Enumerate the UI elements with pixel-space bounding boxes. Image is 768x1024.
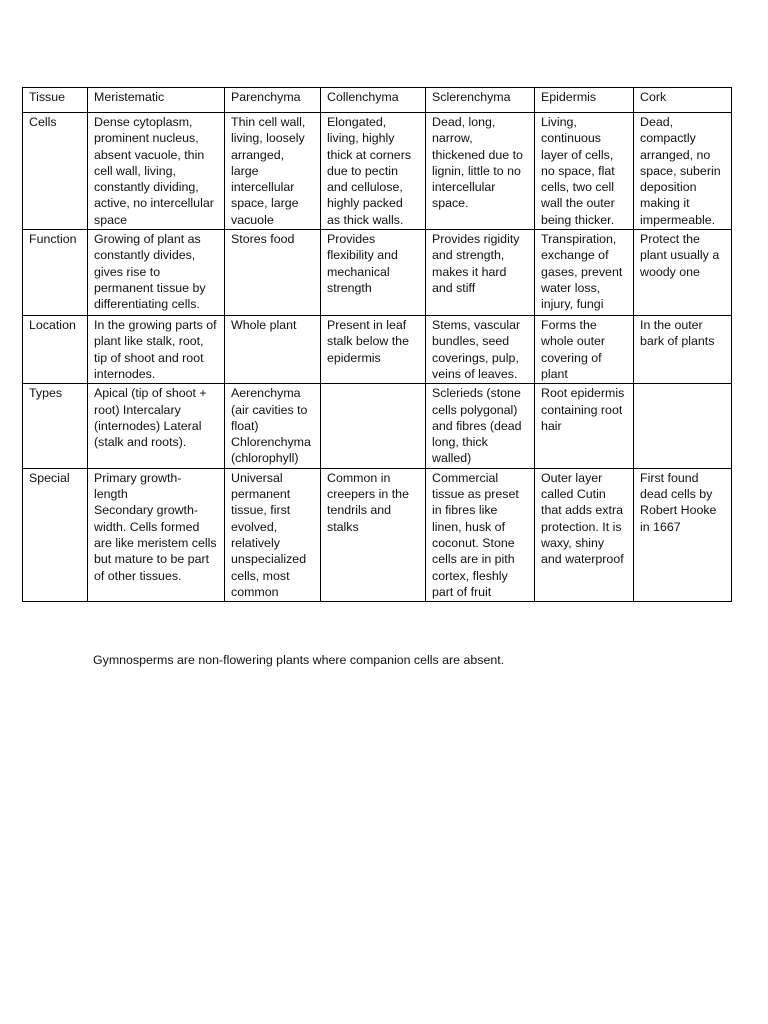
header-sclerenchyma: Sclerenchyma <box>426 88 535 113</box>
table-cell: Elongated, living, highly thick at corners due to pectin and cellulose, highly packed as thick walls. <box>321 113 426 230</box>
table-cell: Living, continuous layer of cells, no space, flat cells, two cell wall the outer being thicker. <box>535 113 634 230</box>
table-cell: Aerenchyma (air cavities to float) Chlorenchyma (chlorophyll) <box>225 384 321 468</box>
table-cell: Root epidermis containing root hair <box>535 384 634 468</box>
row-label-location: Location <box>23 316 88 384</box>
table-cell: Dead, long, narrow, thickened due to lignin, little to no intercellular space. <box>426 113 535 230</box>
table-cell: Protect the plant usually a woody one <box>634 230 732 316</box>
table-row <box>23 384 732 468</box>
row-label-types: Types <box>23 384 88 468</box>
table-cell: Apical (tip of shoot + root) Intercalary (internodes) Lateral (stalk and roots). <box>88 384 225 468</box>
footnote-text: Gymnosperms are non-flowering plants where companion cells are absent. <box>93 653 505 667</box>
row-label-special: Special <box>23 468 88 601</box>
table-cell: Commercial tissue as preset in fibres like linen, husk of coconut. Stone cells are in pith cortex, fleshly part of fruit <box>426 468 535 601</box>
table-row <box>23 316 732 384</box>
header-epidermis: Epidermis <box>535 88 634 113</box>
header-collenchyma: Collenchyma <box>321 88 426 113</box>
table-cell: Whole plant <box>225 316 321 384</box>
row-label-function: Function <box>23 230 88 316</box>
table-cell: Provides flexibility and mechanical strength <box>321 230 426 316</box>
table-cell: Growing of plant as constantly divides, gives rise to permanent tissue by differentiating cells. <box>88 230 225 316</box>
header-parenchyma: Parenchyma <box>225 88 321 113</box>
table-cell: Universal permanent tissue, first evolved, relatively unspecialized cells, most common <box>225 468 321 601</box>
table-header-row <box>23 88 732 113</box>
table-cell: Primary growth- length Secondary growth- width. Cells formed are like meristem cells but mature to be part of other tissues. <box>88 468 225 601</box>
table-cell: First found dead cells by Robert Hooke in 1667 <box>634 468 732 601</box>
table-cell: Thin cell wall, living, loosely arranged, large intercellular space, large vacuole <box>225 113 321 230</box>
table-cell: In the outer bark of plants <box>634 316 732 384</box>
table-cell: Transpiration, exchange of gases, prevent water loss, injury, fungi <box>535 230 634 316</box>
table-cell: Stems, vascular bundles, seed coverings, pulp, veins of leaves. <box>426 316 535 384</box>
table-row <box>23 113 732 230</box>
header-tissue: Tissue <box>23 88 88 113</box>
table-cell: Outer layer called Cutin that adds extra protection. It is waxy, shiny and waterproof <box>535 468 634 601</box>
table-cell: Dense cytoplasm, prominent nucleus, absent vacuole, thin cell wall, living, constantly dividing, active, no intercellular space <box>88 113 225 230</box>
header-cork: Cork <box>634 88 732 113</box>
table-cell: Stores food <box>225 230 321 316</box>
table-cell: Dead, compactly arranged, no space, suberin deposition making it impermeable. <box>634 113 732 230</box>
table-row <box>23 230 732 316</box>
header-meristematic: Meristematic <box>88 88 225 113</box>
row-label-cells: Cells <box>23 113 88 230</box>
table-cell: Common in creepers in the tendrils and stalks <box>321 468 426 601</box>
table-cell: Forms the whole outer covering of plant <box>535 316 634 384</box>
table-cell: Sclerieds (stone cells polygonal) and fibres (dead long, thick walled) <box>426 384 535 468</box>
plant-tissue-table <box>22 87 732 602</box>
table-cell: Present in leaf stalk below the epidermis <box>321 316 426 384</box>
table-cell <box>321 384 426 468</box>
table-cell: Provides rigidity and strength, makes it hard and stiff <box>426 230 535 316</box>
table-cell: In the growing parts of plant like stalk, root, tip of shoot and root internodes. <box>88 316 225 384</box>
table-cell <box>634 384 732 468</box>
table-row <box>23 468 732 601</box>
